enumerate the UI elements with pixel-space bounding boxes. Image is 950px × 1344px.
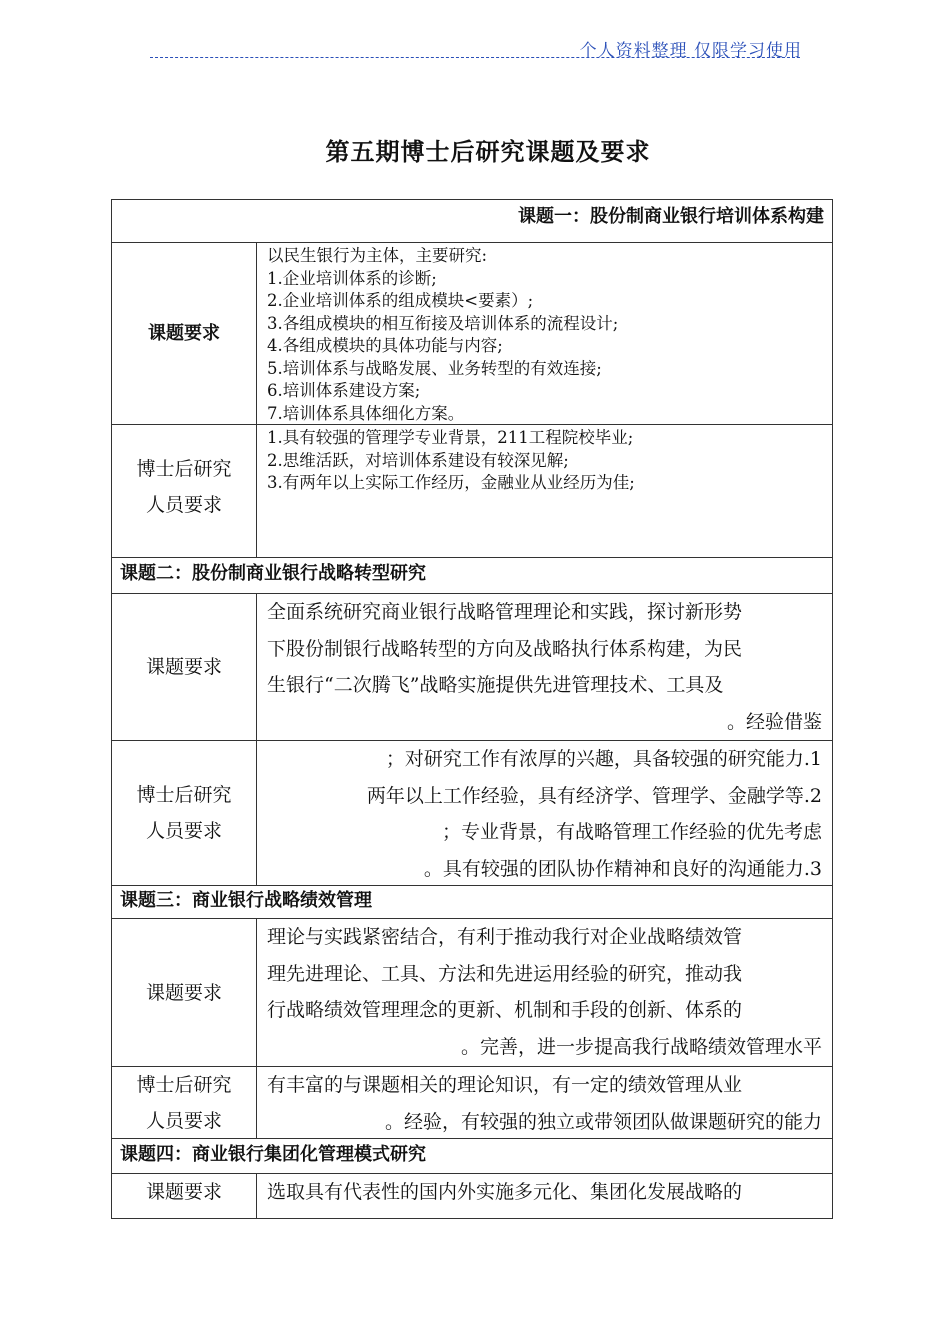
staff-content bbox=[257, 425, 832, 557]
requirements-content bbox=[257, 243, 832, 424]
content-line: 7.培训体系具体细化方案。 bbox=[267, 403, 465, 423]
topic-requirements-row bbox=[111, 918, 833, 1067]
content-line: ；专业背景，有战略管理工作经验的优先考虑 bbox=[441, 821, 822, 843]
topic-requirements-row bbox=[111, 1173, 833, 1219]
requirements-label: 课题要求 bbox=[112, 1174, 257, 1218]
staff-content bbox=[257, 1067, 832, 1138]
content-line: 3.有两年以上实际工作经历，金融业从业经历为佳; bbox=[267, 473, 635, 492]
topic-requirements-row bbox=[111, 593, 833, 741]
content-line: 下股份制银行战略转型的方向及战略执行体系构建，为民 bbox=[267, 637, 743, 660]
content-line: 。经验，有较强的独立或带领团队做课题研究的能力 bbox=[384, 1110, 822, 1133]
topic-requirements-row bbox=[111, 242, 833, 425]
content-line: 5.培训体系与战略发展、业务转型的有效连接; bbox=[267, 358, 602, 378]
content-line: 以民生银行为主体，主要研究: bbox=[267, 246, 488, 265]
topic-heading bbox=[111, 885, 833, 919]
page-title: 第五期博士后研究课题及要求 bbox=[325, 138, 651, 166]
header-divider bbox=[150, 57, 800, 58]
staff-label-line: 博士后研究 bbox=[136, 784, 232, 806]
topic-staff-row bbox=[111, 424, 833, 558]
topic-heading-text: 课题四：商业银行集团化管理模式研究 bbox=[120, 1144, 426, 1165]
requirements-content bbox=[257, 594, 832, 740]
topic-staff-row bbox=[111, 1066, 833, 1139]
topic-heading-text: 课题二：股份制商业银行战略转型研究 bbox=[120, 563, 426, 584]
topic-heading-text: 课题三：商业银行战略绩效管理 bbox=[120, 890, 372, 911]
content-line: 4.各组成模块的具体功能与内容; bbox=[267, 336, 503, 355]
staff-label bbox=[112, 425, 257, 557]
staff-label bbox=[112, 1067, 257, 1138]
content-line: 2.企业培训体系的组成模块<要素）; bbox=[267, 291, 534, 310]
content-line: ；对研究工作有浓厚的兴趣，具备较强的研究能力.1 bbox=[385, 748, 822, 770]
content-line: 2.思维活跃，对培训体系建设有较深见解; bbox=[267, 450, 569, 470]
content-line: 选取具有代表性的国内外实施多元化、集团化发展战略的 bbox=[267, 1181, 743, 1203]
content-line: 1.企业培训体系的诊断; bbox=[267, 268, 437, 288]
content-line: 理论与实践紧密结合，有利于推动我行对企业战略绩效管 bbox=[267, 926, 743, 948]
content-line: 全面系统研究商业银行战略管理理论和实践，探讨新形势 bbox=[267, 601, 743, 623]
staff-label-line: 人员要求 bbox=[145, 494, 222, 516]
staff-label bbox=[112, 741, 257, 885]
content-line: 生银行“二次腾飞”战略实施提供先进管理技术、工具及 bbox=[267, 674, 724, 696]
content-line: 。完善，进一步提高我行战略绩效管理水平 bbox=[460, 1035, 822, 1058]
topic-heading bbox=[111, 557, 833, 594]
staff-label-line: 人员要求 bbox=[145, 1109, 222, 1132]
content-line: 1.具有较强的管理学专业背景，211工程院校毕业; bbox=[267, 428, 634, 447]
content-line: 。经验借鉴 bbox=[726, 710, 822, 733]
requirements-label: 课题要求 bbox=[112, 919, 257, 1066]
requirements-content bbox=[257, 919, 832, 1066]
staff-content bbox=[257, 741, 832, 885]
content-line: 两年以上工作经验，具有经济学、管理学、金融学等.2 bbox=[366, 784, 822, 807]
topic-heading bbox=[111, 199, 833, 243]
topic-staff-row bbox=[111, 740, 833, 886]
content-line: 理先进理论、工具、方法和先进运用经验的研究，推动我 bbox=[267, 962, 743, 985]
requirements-content bbox=[257, 1174, 832, 1218]
header-note: 个人资料整理 仅限学习使用 bbox=[579, 41, 802, 61]
requirements-label: 课题要求 bbox=[112, 594, 257, 740]
content-line: 有丰富的与课题相关的理论知识，有一定的绩效管理从业 bbox=[267, 1074, 743, 1096]
content-line: 行战略绩效管理理念的更新、机制和手段的创新、体系的 bbox=[267, 999, 743, 1021]
content-line: 。具有较强的团队协作精神和良好的沟通能力.3 bbox=[423, 857, 822, 880]
topic-heading bbox=[111, 1138, 833, 1174]
topic-heading-text: 课题一：股份制商业银行培训体系构建 bbox=[518, 206, 824, 227]
content-line: 3.各组成模块的相互衔接及培训体系的流程设计; bbox=[267, 313, 619, 333]
staff-label-line: 博士后研究 bbox=[136, 458, 232, 480]
staff-label-line: 博士后研究 bbox=[136, 1073, 232, 1096]
staff-label-line: 人员要求 bbox=[145, 820, 222, 842]
requirements-label: 课题要求 bbox=[112, 243, 257, 424]
content-line: 6.培训体系建设方案; bbox=[267, 381, 421, 400]
